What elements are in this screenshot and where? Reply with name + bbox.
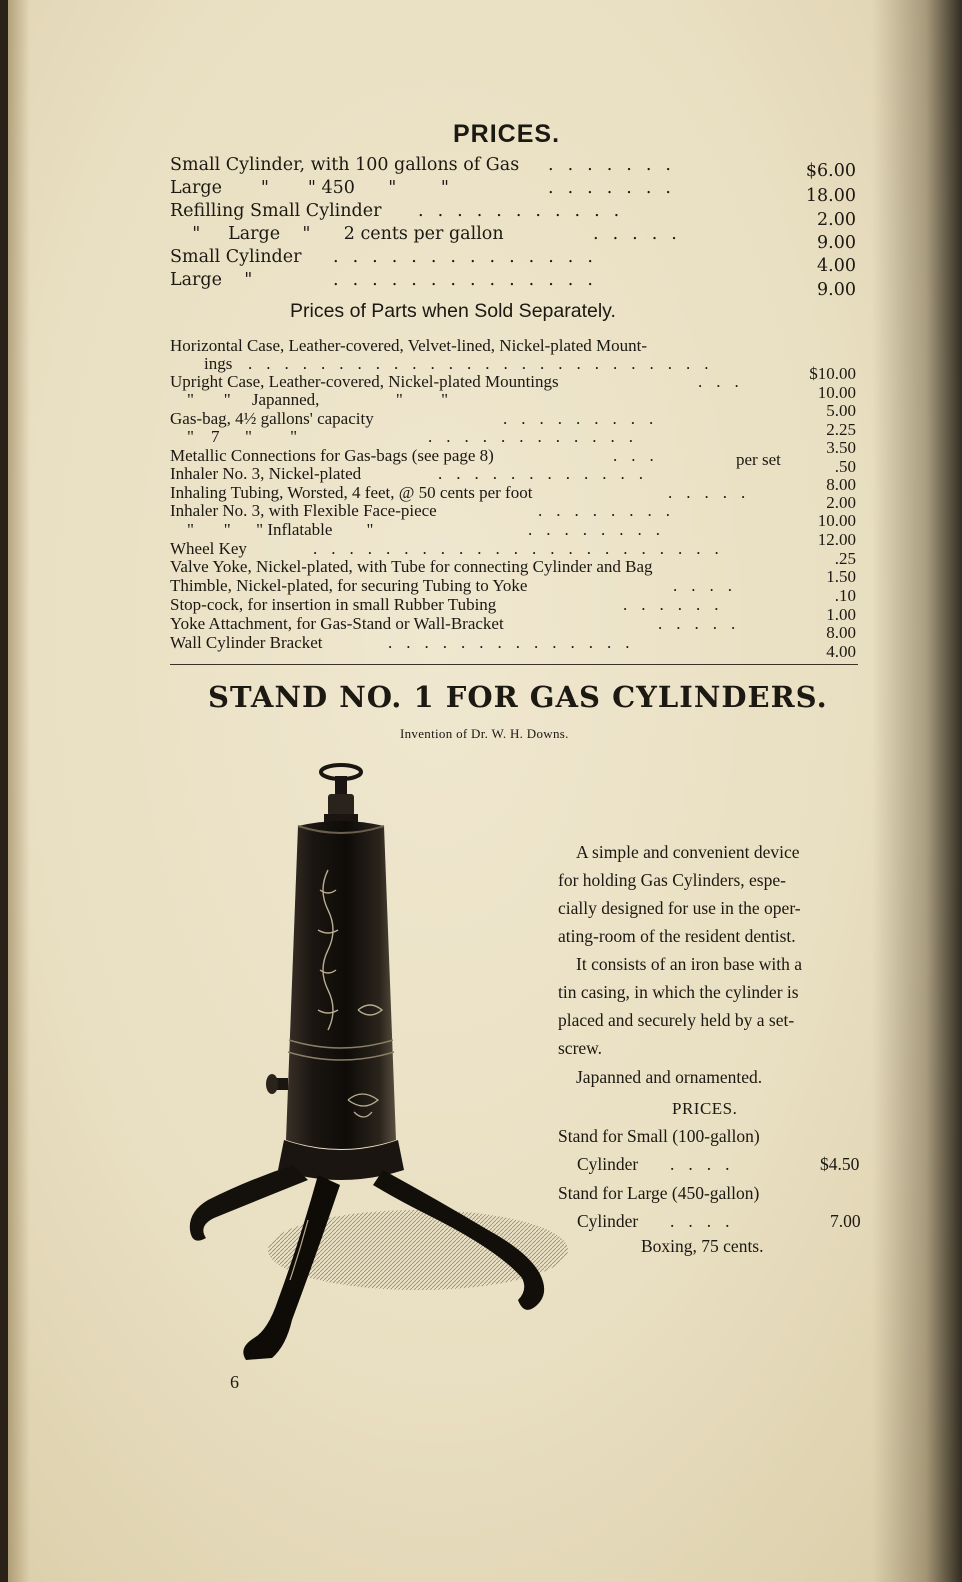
leader-dots: ..... (593, 224, 691, 244)
stand-price-label: Stand for Small (100-gallon) (558, 1126, 760, 1146)
part-label: ings (204, 354, 233, 373)
description-line: for holding Gas Cylinders, espe- (558, 870, 786, 890)
part-label: " " Japanned, " " (170, 390, 449, 409)
invention-credit: Invention of Dr. W. H. Downs. (400, 726, 569, 741)
leader-dots: ........ (538, 501, 684, 520)
prices-title: PRICES. (453, 120, 561, 148)
stand-title: STAND NO. 1 FOR GAS CYLINDERS. (208, 680, 828, 714)
leader-dots: ....... (548, 178, 685, 198)
per-set-note: per set (736, 450, 781, 469)
description-line: placed and securely held by a set- (558, 1010, 795, 1030)
part-label: Gas-bag, 4½ gallons' capacity (170, 409, 374, 428)
description-line: ating-room of the resident dentist. (558, 926, 796, 946)
part-price: 8.00 (826, 475, 856, 494)
leader-dots: .............. (388, 633, 644, 652)
part-label: Upright Case, Leather-covered, Nickel-plated Mountings (170, 372, 559, 391)
boxing-note: Boxing, 75 cents. (641, 1236, 764, 1256)
part-label: Stop-cock, for insertion in small Rubber Tubing (170, 595, 497, 614)
stand-price-value: $4.50 (820, 1154, 860, 1174)
gas-price-value: 9.00 (817, 280, 856, 300)
part-price: 8.00 (826, 623, 856, 642)
gas-price-label: Small Cylinder (170, 247, 302, 267)
part-label: Thimble, Nickel-plated, for securing Tubing to Yoke (170, 576, 528, 595)
leader-dots: ......... (503, 409, 668, 428)
stand-price-value: 7.00 (830, 1211, 861, 1231)
part-label: Yoke Attachment, for Gas-Stand or Wall-Bracket (170, 614, 504, 633)
gas-price-label: " Large " 2 cents per gallon (170, 224, 504, 244)
leader-dots: .......................... (248, 354, 723, 373)
part-price: 12.00 (817, 530, 856, 549)
part-label: Wheel Key (170, 539, 247, 558)
part-price: .50 (834, 457, 856, 476)
part-label: Inhaling Tubing, Worsted, 4 feet, @ 50 cents per foot (170, 483, 533, 502)
cylinder-casing (286, 821, 396, 1149)
leader-dots: .............. (333, 270, 607, 290)
part-price: 2.25 (826, 420, 856, 439)
valve-handle-icon (321, 765, 361, 824)
stand-prices-title: PRICES. (672, 1099, 738, 1118)
leader-dots: .............. (333, 247, 607, 267)
part-label: " 7 " " (170, 427, 298, 446)
leader-dots: ..... (668, 483, 760, 502)
part-price: 2.00 (826, 493, 856, 512)
description-line: cially designed for use in the oper- (558, 898, 801, 918)
part-label: " " " Inflatable " (170, 520, 374, 539)
part-price: 1.50 (826, 567, 856, 586)
part-label: Inhaler No. 3, with Flexible Face-piece (170, 501, 437, 520)
leader-dots: ........... (418, 201, 634, 221)
part-label: Metallic Connections for Gas-bags (see page 8) (170, 446, 494, 465)
part-price: .10 (834, 586, 856, 605)
part-label: Valve Yoke, Nickel-plated, with Tube for connecting Cylinder and Bag (170, 557, 653, 576)
leader-dots: ..... (658, 614, 750, 633)
leader-dots: ....... (548, 155, 685, 175)
gas-price-label: Large " " 450 " " (170, 178, 449, 198)
leader-dots: ........ (528, 520, 674, 539)
gas-price-value: 4.00 (817, 256, 856, 276)
part-price: 10.00 (817, 511, 856, 530)
leader-dots: .... (673, 576, 746, 595)
stand-price-item: Cylinder (577, 1211, 639, 1231)
section-divider (170, 664, 858, 665)
part-label: Horizontal Case, Leather-covered, Velvet-lined, Nickel-plated Mount- (170, 336, 648, 355)
gas-price-value: $6.00 (805, 161, 856, 181)
part-price: 5.00 (826, 401, 856, 420)
part-price: 3.50 (826, 438, 856, 457)
description-line: screw. (558, 1038, 603, 1058)
gas-price-value: 2.00 (817, 210, 856, 230)
catalog-page (8, 0, 962, 1582)
description-line: A simple and convenient device (576, 842, 800, 862)
part-label: Inhaler No. 3, Nickel-plated (170, 464, 362, 483)
gas-price-value: 18.00 (805, 186, 856, 206)
part-price: 4.00 (826, 642, 856, 661)
page-number: 6 (230, 1372, 239, 1392)
description-line: It consists of an iron base with a (576, 954, 802, 974)
gas-price-label: Large " (170, 270, 253, 290)
part-label: Wall Cylinder Bracket (170, 633, 323, 652)
description-line: tin casing, in which the cylinder is (558, 982, 799, 1002)
parts-title: Prices of Parts when Sold Separately. (290, 300, 616, 322)
leader-dots: .... (670, 1154, 744, 1174)
leader-dots: ... (613, 446, 668, 465)
gas-price-label: Refilling Small Cylinder (170, 201, 382, 221)
description-line: Japanned and ornamented. (576, 1067, 763, 1087)
leader-dots: ...... (623, 595, 733, 614)
set-screw-icon (266, 1074, 288, 1094)
part-price: .25 (834, 549, 856, 568)
part-price: 10.00 (817, 383, 856, 402)
leader-dots: ............ (428, 427, 647, 446)
stand-price-item: Cylinder (577, 1154, 639, 1174)
gas-price-label: Small Cylinder, with 100 gallons of Gas (170, 155, 520, 175)
part-price: $10.00 (809, 364, 856, 383)
stand-price-label: Stand for Large (450-gallon) (558, 1183, 760, 1203)
leader-dots: .... (670, 1211, 744, 1231)
gas-stand-illustration (168, 760, 568, 1360)
leader-dots: ....................... (313, 539, 733, 558)
leader-dots: ... (698, 372, 753, 391)
leader-dots: ............ (438, 464, 657, 483)
part-price: 1.00 (826, 605, 856, 624)
gas-price-value: 9.00 (817, 233, 856, 253)
